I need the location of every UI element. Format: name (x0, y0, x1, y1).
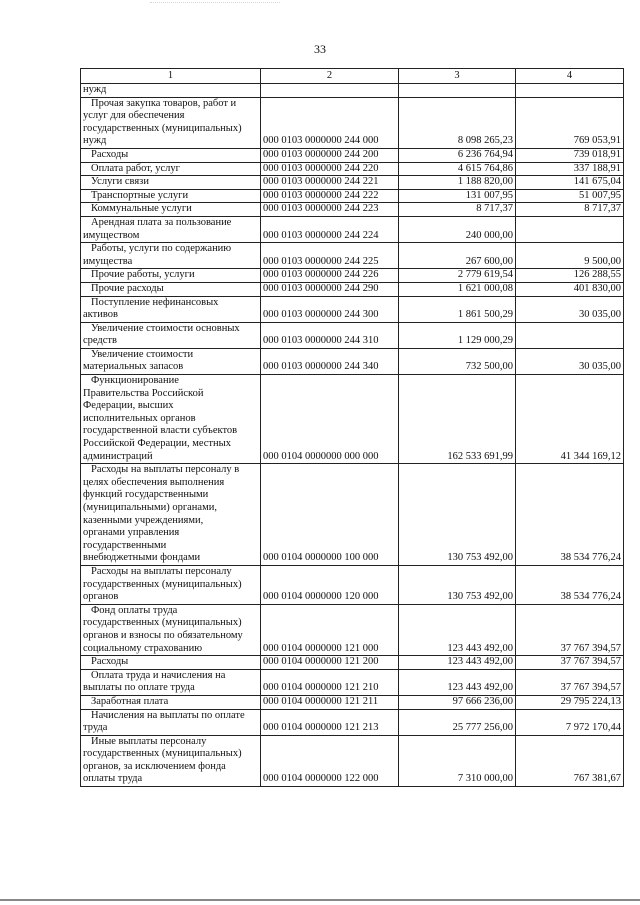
row-code: 000 0103 0000000 244 290 (261, 282, 399, 296)
row-value-col3: 1 861 500,29 (399, 296, 516, 322)
table-row (81, 176, 624, 190)
row-value-col4: 739 018,91 (516, 148, 624, 162)
row-code: 000 0104 0000000 121 211 (261, 695, 399, 709)
row-value-col3: 130 753 492,00 (399, 464, 516, 566)
budget-table (80, 68, 624, 787)
row-value-col4: 29 795 224,13 (516, 695, 624, 709)
row-name (81, 375, 261, 464)
row-value-col3: 732 500,00 (399, 348, 516, 374)
row-value-col4: 37 767 394,57 (516, 669, 624, 695)
table-row (81, 203, 624, 217)
table-row (81, 148, 624, 162)
header-col-3: 3 (399, 69, 516, 84)
table-row (81, 243, 624, 269)
table-row (81, 375, 624, 464)
row-name-line: казенными учреждениями, (83, 514, 204, 526)
row-name (81, 243, 261, 269)
row-name-line: Арендная плата за пользование (91, 216, 232, 228)
row-name (81, 604, 261, 655)
row-code: 000 0103 0000000 244 200 (261, 148, 399, 162)
row-name (81, 464, 261, 566)
row-name-line: выплаты по оплате труда (83, 682, 195, 694)
row-name-line: органов и взносы по обязательному (83, 629, 243, 641)
row-name-line: материальных запасов (83, 361, 184, 373)
row-name (81, 656, 261, 670)
row-value-col3: 97 666 236,00 (399, 695, 516, 709)
row-value-col4: 38 534 776,24 (516, 464, 624, 566)
header-col-2: 2 (261, 69, 399, 84)
row-code (261, 84, 399, 98)
row-name-line: труда (83, 722, 108, 734)
row-value-col3: 1 129 000,29 (399, 322, 516, 348)
row-name-line: Поступление нефинансовых (91, 296, 219, 308)
row-name-line: Прочие расходы (91, 282, 164, 294)
row-name-line: Начисления на выплаты по оплате (91, 709, 245, 721)
row-name-line: (муниципальными) органами, (83, 502, 217, 513)
row-code: 000 0103 0000000 244 223 (261, 203, 399, 217)
row-name-line: государственных (муниципальных) (83, 578, 242, 590)
row-name (81, 148, 261, 162)
row-name-line: Оплата работ, услуг (91, 162, 180, 174)
row-name-line: органов (83, 591, 119, 603)
row-code: 000 0103 0000000 244 220 (261, 162, 399, 176)
row-value-col4: 401 830,00 (516, 282, 624, 296)
row-code: 000 0104 0000000 120 000 (261, 565, 399, 604)
row-code: 000 0103 0000000 244 225 (261, 243, 399, 269)
row-name-line: Функционирование (91, 375, 179, 387)
row-name (81, 735, 261, 786)
row-value-col3: 162 533 691,99 (399, 375, 516, 464)
row-name-line: Увеличение стоимости (91, 348, 194, 360)
row-name-line: государственных (муниципальных) (83, 617, 242, 629)
table-row (81, 84, 624, 98)
row-name (81, 296, 261, 322)
row-name-line: имущества (83, 255, 133, 267)
row-name (81, 189, 261, 203)
row-value-col3: 267 600,00 (399, 243, 516, 269)
row-name (81, 216, 261, 242)
row-name-line: Федерации, высших (83, 400, 174, 412)
row-name-line: государственной власти субъектов (83, 425, 238, 437)
row-value-col4: 30 035,00 (516, 348, 624, 374)
row-value-col3: 123 443 492,00 (399, 669, 516, 695)
table-row (81, 604, 624, 655)
table-row (81, 322, 624, 348)
row-value-col3: 7 310 000,00 (399, 735, 516, 786)
row-value-col4: 337 188,91 (516, 162, 624, 176)
row-value-col3: 25 777 256,00 (399, 709, 516, 735)
row-name-line: социальному страхованию (83, 642, 203, 654)
scan-artifact (150, 2, 280, 7)
row-value-col3: 4 615 764,86 (399, 162, 516, 176)
row-name-line: Расходы на выплаты персоналу (91, 565, 232, 577)
row-value-col4: 41 344 169,12 (516, 375, 624, 464)
row-code: 000 0103 0000000 244 340 (261, 348, 399, 374)
row-name-line: Прочая закупка товаров, работ и (91, 97, 237, 109)
row-name (81, 203, 261, 217)
row-name-line: средств (83, 335, 117, 347)
row-value-col4: 126 288,55 (516, 269, 624, 283)
row-value-col4: 141 675,04 (516, 176, 624, 190)
scan-edge (0, 899, 640, 901)
table-row (81, 735, 624, 786)
row-name-line: Расходы на выплаты персоналу в (91, 464, 240, 476)
row-name-line: Транспортные услуги (91, 189, 189, 201)
row-code: 000 0103 0000000 244 226 (261, 269, 399, 283)
table-row (81, 269, 624, 283)
row-name-line: Заработная плата (91, 695, 169, 707)
row-name-line: активов (83, 309, 118, 321)
row-name-line: нужд (83, 135, 107, 147)
row-code: 000 0103 0000000 244 300 (261, 296, 399, 322)
row-name (81, 322, 261, 348)
row-name-line: нужд (83, 84, 107, 95)
row-name-line: Расходы (91, 148, 129, 160)
row-name-line: Оплата труда и начисления на (91, 669, 226, 681)
row-value-col4: 7 972 170,44 (516, 709, 624, 735)
row-value-col4 (516, 84, 624, 98)
row-value-col3: 8 098 265,23 (399, 97, 516, 148)
row-name-line: внебюджетными фондами (83, 552, 201, 564)
row-name (81, 176, 261, 190)
row-code: 000 0103 0000000 244 310 (261, 322, 399, 348)
row-name-line: органами управления (83, 527, 180, 539)
row-value-col4: 37 767 394,57 (516, 604, 624, 655)
row-value-col3: 123 443 492,00 (399, 604, 516, 655)
row-name-line: Услуги связи (91, 176, 149, 188)
row-name (81, 348, 261, 374)
table-row (81, 162, 624, 176)
row-value-col4: 8 717,37 (516, 203, 624, 217)
row-code: 000 0104 0000000 100 000 (261, 464, 399, 566)
table-header-row (81, 69, 624, 84)
row-name-line: государственными (83, 539, 167, 551)
row-value-col4: 37 767 394,57 (516, 656, 624, 670)
table-row (81, 669, 624, 695)
row-name (81, 709, 261, 735)
row-code: 000 0104 0000000 000 000 (261, 375, 399, 464)
row-name-line: государственных (муниципальных) (83, 122, 242, 134)
page-number: 33 (314, 42, 326, 56)
row-value-col4: 51 007,95 (516, 189, 624, 203)
row-value-col4 (516, 216, 624, 242)
row-value-col3: 6 236 764,94 (399, 148, 516, 162)
row-name (81, 695, 261, 709)
row-name-line: Расходы (91, 656, 129, 668)
row-name-line: имуществом (83, 229, 140, 241)
row-value-col3: 240 000,00 (399, 216, 516, 242)
header-col-1: 1 (81, 69, 261, 84)
row-value-col4: 767 381,67 (516, 735, 624, 786)
row-value-col3: 1 621 000,08 (399, 282, 516, 296)
row-name-line: оплаты труда (83, 773, 143, 785)
row-name (81, 84, 261, 98)
row-name-line: органов, за исключением фонда (83, 760, 226, 772)
row-name-line: Увеличение стоимости основных (91, 322, 240, 334)
table-row (81, 282, 624, 296)
row-code: 000 0103 0000000 244 224 (261, 216, 399, 242)
row-name (81, 282, 261, 296)
row-name-line: государственных (муниципальных) (83, 748, 242, 760)
row-value-col3: 8 717,37 (399, 203, 516, 217)
row-code: 000 0103 0000000 244 222 (261, 189, 399, 203)
row-value-col4: 30 035,00 (516, 296, 624, 322)
row-name-line: Прочие работы, услуги (91, 269, 195, 281)
row-value-col3 (399, 84, 516, 98)
row-name-line: Правительства Российской (83, 387, 204, 399)
table-row (81, 348, 624, 374)
row-value-col4 (516, 322, 624, 348)
row-value-col3: 1 188 820,00 (399, 176, 516, 190)
header-col-4: 4 (516, 69, 624, 84)
row-code: 000 0104 0000000 121 213 (261, 709, 399, 735)
row-value-col4: 9 500,00 (516, 243, 624, 269)
row-value-col3: 2 779 619,54 (399, 269, 516, 283)
table-body (81, 84, 624, 787)
row-name-line: Коммунальные услуги (91, 203, 192, 215)
row-value-col3: 130 753 492,00 (399, 565, 516, 604)
row-code: 000 0104 0000000 121 200 (261, 656, 399, 670)
table-row (81, 189, 624, 203)
row-code: 000 0104 0000000 122 000 (261, 735, 399, 786)
row-value-col3: 131 007,95 (399, 189, 516, 203)
row-name-line: Работы, услуги по содержанию (91, 243, 232, 255)
row-code: 000 0104 0000000 121 000 (261, 604, 399, 655)
table-row (81, 695, 624, 709)
row-code: 000 0104 0000000 121 210 (261, 669, 399, 695)
row-name-line: Иные выплаты персоналу (91, 735, 207, 747)
row-name (81, 162, 261, 176)
row-name-line: функций государственными (83, 489, 209, 501)
row-value-col4: 38 534 776,24 (516, 565, 624, 604)
table-row (81, 296, 624, 322)
row-name-line: исполнительных органов (83, 412, 196, 424)
row-code: 000 0103 0000000 244 000 (261, 97, 399, 148)
row-value-col4: 769 053,91 (516, 97, 624, 148)
table-row (81, 97, 624, 148)
row-code: 000 0103 0000000 244 221 (261, 176, 399, 190)
table-row (81, 656, 624, 670)
row-name-line: услуг для обеспечения (83, 110, 185, 122)
row-name (81, 97, 261, 148)
row-name (81, 565, 261, 604)
table-row (81, 464, 624, 566)
row-name-line: Российской Федерации, местных (83, 438, 231, 450)
table-row (81, 565, 624, 604)
row-name-line: целях обеспечения выполнения (83, 476, 225, 488)
table-row (81, 216, 624, 242)
row-name-line: администраций (83, 450, 153, 462)
row-name (81, 269, 261, 283)
table-row (81, 709, 624, 735)
row-name-line: Фонд оплаты труда (91, 604, 178, 616)
row-value-col3: 123 443 492,00 (399, 656, 516, 670)
row-name (81, 669, 261, 695)
